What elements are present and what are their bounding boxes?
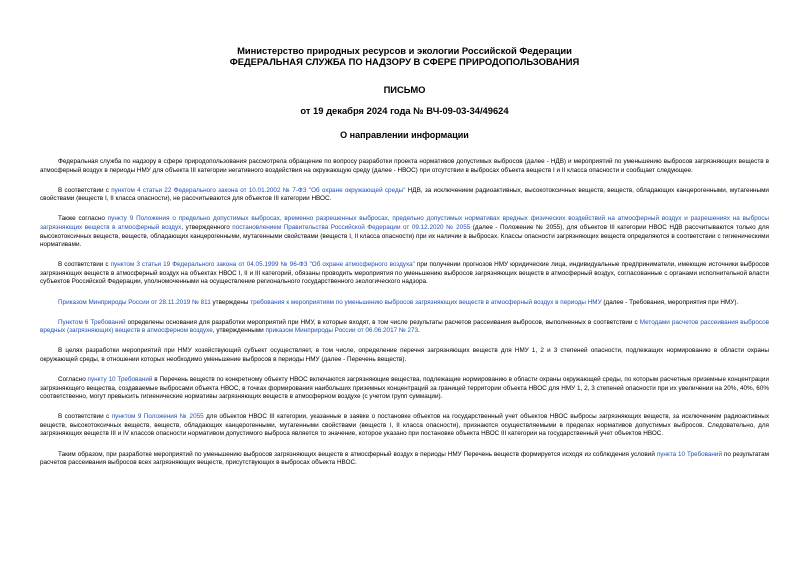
ministry-name: Министерство природных ресурсов и экологии Российской Федерации	[237, 45, 572, 56]
paragraph-text: , утвержденными	[212, 327, 266, 335]
paragraph-text: (далее - Положение № 2055), для объектов III категории НВОС НДВ рассчитываются только для высокотоксичных веществ, веществ, обладающих канцерогенными, мутагенными свойствами (веществ I, II класса опасности) при их наличии в выбросах. Классы опасности загрязняющих веществ определяются в соответствии с гигиеническими нормативами.	[40, 223, 769, 249]
document-link[interactable]: Пунктом 6 Требований	[58, 318, 126, 326]
body-paragraph	[40, 319, 769, 336]
paragraph-text: Таким образом, при разработке мероприятий по уменьшению выбросов загрязняющих веществ в атмосферный воздух в периоды НМУ Перечень веществ формируется исходя из соблюдения условий	[58, 450, 657, 458]
paragraph-text: , утвержденного	[181, 223, 233, 231]
paragraph-text: .	[418, 327, 420, 335]
body-paragraph	[40, 347, 769, 364]
body-paragraph	[40, 413, 769, 439]
paragraph-text: в Перечень веществ по конкретному объекту НВОС включаются загрязняющие вещества, подлежащие нормированию в области охраны окружающей среды, по которым расчетные приземные концентрации загрязняющего вещества, создаваемые выбросами объекта НВОС, в точках формирования наибольших приземных концентраций за границей территории объекта НВОС для НМУ 1, 2, 3 степеней опасности при их увеличении на 20%, 40%, 60% соответственно, могут превысить гигиенические нормативы загрязняющих веществ в атмосферном воздухе (с учетом групп суммации).	[40, 376, 769, 401]
document-link[interactable]: пункту 10 Требований	[87, 376, 153, 383]
paragraph-text: В целях разработки мероприятий при НМУ хозяйствующий субъект осуществляет, в том числе, определение перечня загрязняющих веществ для НМУ 1, 2 и 3 степеней опасности, подлежащих нормированию в области охраны окружающей среды, в отношении которых необходимо уменьшение выбросов в периоды НМУ (далее - Перечень веществ).	[40, 347, 769, 363]
document-link[interactable]: Методами расчетов рассеивания выбросов вредных (загрязняющих) веществ в атмосферном воздухе	[40, 318, 769, 335]
document-link[interactable]: требования к мероприятиям по уменьшению выбросов загрязняющих веществ в атмосферный воздух в периоды НМУ	[250, 298, 602, 306]
paragraph-text: утверждены	[210, 298, 251, 306]
document-link[interactable]: пунктом 4 статьи 22 Федерального закона от 10.01.2002 № 7-ФЗ "Об охране окружающей среды"	[111, 186, 406, 194]
document-link[interactable]: постановлением Правительства Российской Федерации от 09.12.2020 № 2055	[232, 223, 471, 231]
body-paragraph	[40, 261, 769, 287]
paragraph-text: В соответствии с	[58, 261, 111, 269]
paragraph-text: (далее - Требования, мероприятия при НМУ).	[601, 298, 739, 306]
document-number: от 19 декабря 2024 года № ВЧ-09-03-34/49624	[300, 105, 509, 116]
body-paragraph	[40, 158, 769, 175]
document-type: ПИСЬМО	[383, 84, 426, 95]
body-paragraph	[40, 299, 769, 308]
service-name: ФЕДЕРАЛЬНАЯ СЛУЖБА ПО НАДЗОРУ В СФЕРЕ ПРИРОДОПОЛЬЗОВАНИЯ	[229, 56, 580, 67]
document-link[interactable]: приказом Минприроды России от 06.06.2017 № 273	[265, 327, 419, 335]
body-paragraph	[40, 376, 769, 402]
document-link[interactable]: пункта 10 Требований	[656, 450, 723, 458]
paragraph-text: для объектов НВОС III категории, указанные в заявке о постановке объектов на государственный учет объектов НВОС выбросы загрязняющих веществ, за исключением радиоактивных веществ, высокотоксичных веществ, веществ, обладающих канцерогенными, мутагенными свойствами (веществ I, II класса опасности), признаются осуществляемыми в пределах нормативов допустимых выбросов. Следовательно, для загрязняющих веществ III и IV классов опасности нормативом допустимого выброса является то значение, которое указано при постановке объекта НВОС III категории на государственный учет объектов НВОС.	[40, 413, 770, 438]
paragraph-text: Согласно	[58, 376, 88, 383]
document-link[interactable]: пункту 9 Положения о предельно допустимых выбросах, временно разрешенных выбросах, предельно допустимых нормативах вредных физических воздействий на атмосферный воздух и разрешениях на выбросы загрязняющих веществ в атмосферный воздух	[40, 215, 769, 231]
document-link[interactable]: Приказом Минприроды России от 28.11.2019 № 811	[58, 298, 211, 306]
document-subject: О направлении информации	[340, 130, 469, 140]
body-paragraph	[40, 215, 769, 249]
paragraph-text: В соответствии с	[58, 413, 112, 421]
body-paragraph	[40, 187, 769, 204]
document-link[interactable]: пунктом 3 статьи 19 Федерального закона от 04.05.1999 № 96-ФЗ "Об охране атмосферного воздуха"	[110, 261, 415, 269]
document-body	[40, 158, 769, 479]
paragraph-text: НДВ, за исключением радиоактивных, высокотоксичных веществ, веществ, обладающих канцерогенными, мутагенными свойствами (веществ I, II класса опасности), не рассчитываются для объектов III категории НВОС.	[40, 186, 769, 203]
paragraph-text: определены основания для разработки мероприятий при НМУ, в которые входят, в том числе результаты расчетов рассеивания выбросов, выполненных в соответствии с	[125, 318, 640, 326]
paragraph-text: В соответствии с	[58, 186, 112, 194]
paragraph-text: по результатам расчетов рассеивания выбросов всех загрязняющих веществ, присутствующих в выбросах объекта НВОС.	[40, 450, 770, 467]
paragraph-text: Также согласно	[58, 215, 108, 223]
paragraph-text: при получении прогнозов НМУ юридические лица, индивидуальные предприниматели, имеющие источники выбросов загрязняющих веществ в атмосферный воздух на объектах НВОС I, II и III категорий, обязаны проводить мероприятия по уменьшению выбросов загрязняющих веществ в атмосферный воздух, согласованные с органами исполнительной власти субъектов Российской Федерации, уполномоченными на осуществление регионального государственного экологического надзора.	[40, 261, 769, 286]
body-paragraph	[40, 451, 769, 468]
document-link[interactable]: пунктом 9 Положения № 2055	[111, 413, 204, 421]
paragraph-text: Федеральная служба по надзору в сфере природопользования рассмотрела обращение по вопросу разработки проекта нормативов допустимых выбросов (далее - НДВ) и мероприятий по уменьшению выбросов загрязняющих веществ в атмосферный воздух в периоды НМУ для объекта III категории негативного воздействия на окружающую среду (далее - НВОС) при отсутствии в выбросах объекта веществ I и II класса опасности и сообщает следующее.	[40, 158, 769, 174]
